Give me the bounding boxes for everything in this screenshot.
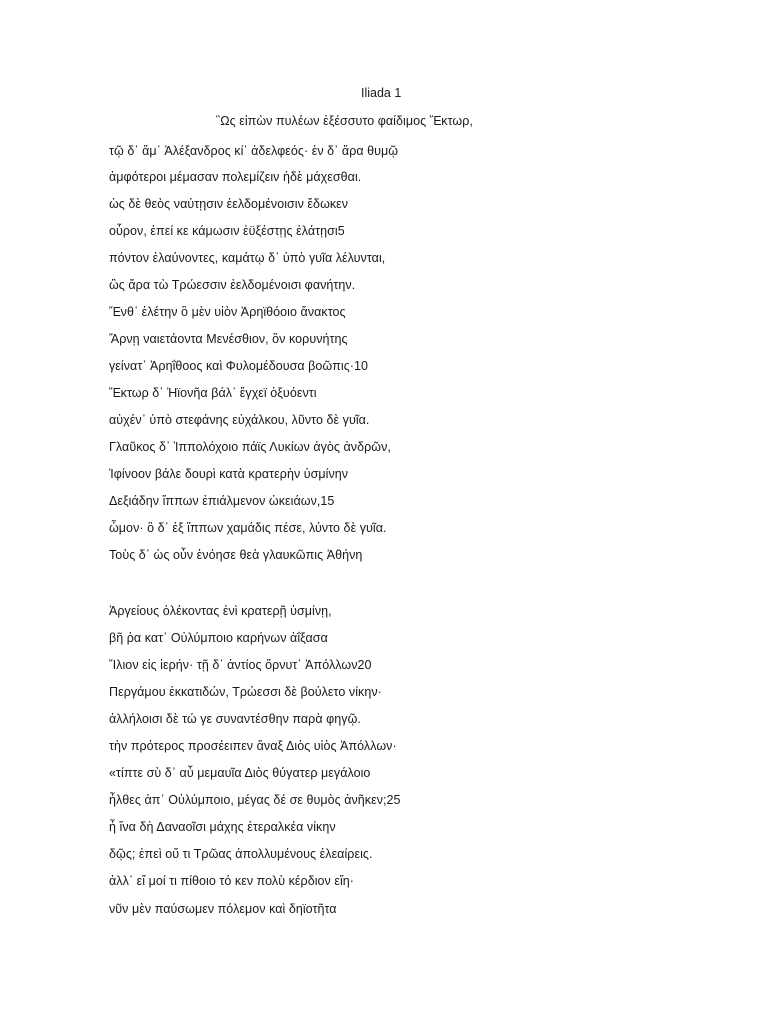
verse-line-8: Ἔνθ᾽ ἑλέτην ὃ μὲν υἱὸν Ἀρηϊθόοιο ἄνακτος (109, 305, 346, 319)
verse-line-18: Ἀργείους ὀλέκοντας ἐνὶ κρατερῇ ὑσμίνῃ, (109, 604, 332, 618)
verse-line-29: νῦν μὲν παύσωμεν πόλεμον καὶ δηϊοτῆτα (109, 902, 337, 916)
verse-line-9: Ἄρνῃ ναιετάοντα Μενέσθιον, ὃν κορυνήτης (109, 332, 348, 346)
verse-line-12: αὐχέν᾽ ὑπὸ στεφάνης εὐχάλκου, λῦντο δὲ γυῖα. (109, 413, 370, 427)
verse-line-21: Περγάμου ἐκκατιδών, Τρώεσσι δὲ βούλετο νίκην· (109, 685, 382, 699)
verse-line-5: οὖρον, ἐπεί κε κάμωσιν ἐϋξέστῃς ἐλάτῃσι5 (109, 224, 345, 238)
verse-line-25: ἦλθες ἀπ᾽ Οὐλύμποιο, μέγας δέ σε θυμὸς ἀνῆκεν;25 (109, 793, 401, 807)
verse-line-2: τῷ δ᾽ ἅμ᾽ Ἀλέξανδρος κί᾽ ἀδελφεός· ἐν δ᾽ ἄρα θυμῷ (109, 144, 399, 158)
verse-line-3: ἀμφότεροι μέμασαν πολεμίζειν ἠδὲ μάχεσθαι. (109, 170, 362, 184)
verse-line-1: ῝Ως εἰπὼν πυλέων ἐξέσσυτο φαίδιμος Ἕκτωρ, (216, 114, 473, 128)
verse-line-28: ἀλλ᾽ εἴ μοί τι πίθοιο τό κεν πολὺ κέρδιον εἴη· (109, 874, 355, 888)
verse-line-7: ὣς ἄρα τὼ Τρώεσσιν ἐελδομένοισι φανήτην. (109, 278, 356, 292)
verse-line-22: ἀλλήλοισι δὲ τώ γε συναντέσθην παρὰ φηγῷ. (109, 712, 361, 726)
document-title: Iliada 1 (361, 86, 402, 100)
verse-line-26: ἦ ἵνα δὴ Δαναοῖσι μάχης ἑτεραλκέα νίκην (109, 820, 336, 834)
verse-line-4: ὡς δὲ θεὸς ναύτῃσιν ἐελδομένοισιν ἔδωκεν (109, 197, 349, 211)
verse-line-15: Δεξιάδην ἵππων ἐπιάλμενον ὠκειάων,15 (109, 494, 335, 508)
verse-line-10: γείνατ᾽ Ἀρηΐθοος καὶ Φυλομέδουσα βοῶπις·10 (109, 359, 369, 373)
verse-line-23: τὴν πρότερος προσέειπεν ἄναξ Διὸς υἱὸς Ἀπόλλων· (109, 739, 397, 753)
verse-line-24: «τίπτε σὺ δ᾽ αὖ μεμαυῖα Διὸς θύγατερ μεγάλοιο (109, 766, 371, 780)
verse-line-13: Γλαῦκος δ᾽ Ἱππολόχοιο πάϊς Λυκίων ἀγὸς ἀνδρῶν, (109, 440, 391, 454)
verse-line-27: δῷς; ἐπεὶ οὔ τι Τρῶας ἀπολλυμένους ἐλεαίρεις. (109, 847, 373, 861)
verse-line-16: ὦμον· ὃ δ᾽ ἐξ ἵππων χαμάδις πέσε, λύντο δὲ γυῖα. (109, 521, 387, 535)
verse-line-6: πόντον ἐλαύνοντες, καμάτῳ δ᾽ ὑπὸ γυῖα λέλυνται, (109, 251, 386, 265)
verse-line-17: Τοὺς δ᾽ ὡς οὖν ἐνόησε θεὰ γλαυκῶπις Ἀθήνη (109, 548, 363, 562)
verse-line-19: βῆ ῥα κατ᾽ Οὐλύμποιο καρήνων ἀΐξασα (109, 631, 328, 645)
verse-line-20: Ἴλιον εἰς ἱερήν· τῇ δ᾽ ἀντίος ὄρνυτ᾽ Ἀπόλλων20 (109, 658, 372, 672)
verse-line-11: Ἕκτωρ δ᾽ Ἠϊονῆα βάλ᾽ ἔγχεϊ ὀξυόεντι (109, 386, 317, 400)
verse-line-14: Ἰφίνοον βάλε δουρὶ κατὰ κρατερὴν ὑσμίνην (109, 467, 349, 481)
